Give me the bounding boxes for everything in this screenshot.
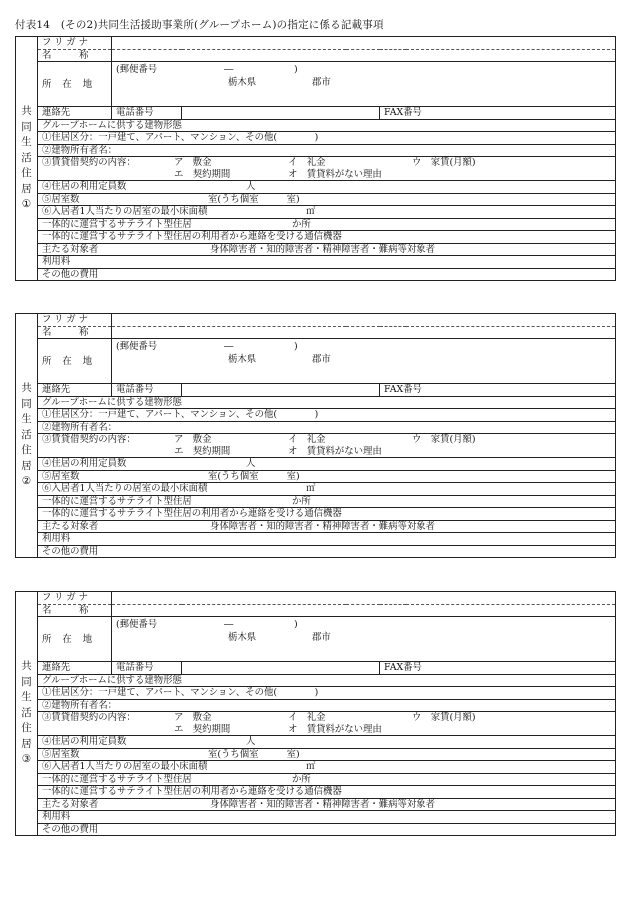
side-char: 共 [21, 382, 32, 395]
name-input[interactable] [112, 326, 616, 339]
lease-a: ア 敷金 [174, 157, 212, 169]
contact-label: 連絡先 [38, 384, 112, 397]
page-title: 付表14 (その2)共同生活援助事業所(グループホーム)の指定に係る記載事項 [15, 19, 384, 31]
side-char: 同 [21, 675, 32, 688]
other-fee-row[interactable]: その他の費用 [38, 268, 616, 281]
furigana-label: フリガナ [38, 37, 112, 50]
side-char: 生 [21, 691, 32, 704]
residence-type-row[interactable]: ①住居区分：一戸建て、アパート、マンション、その他( ) [38, 409, 616, 422]
lease-i: イ 礼金 [288, 157, 326, 169]
residence-section [15, 36, 616, 281]
section-side-label [16, 37, 38, 281]
rooms-detail: 室(うち個室 室) [208, 470, 300, 482]
contact-label: 連絡先 [38, 662, 112, 675]
postal-label: (郵便番号 [116, 619, 158, 630]
target-label: 主たる対象者 [42, 520, 99, 532]
rooms-label: ⑤居室数 [42, 748, 80, 760]
residence-section-2 [15, 313, 615, 558]
lease-row-1[interactable] [38, 157, 616, 169]
furigana-input[interactable] [112, 37, 616, 50]
lease-u: ウ 家賃(月額) [412, 157, 476, 169]
capacity-label: ④住居の利用定員数 [42, 181, 127, 193]
rooms-row[interactable] [38, 470, 616, 483]
side-char: 同 [21, 397, 32, 410]
fax-label: FAX番号 [380, 662, 406, 675]
side-char: 住 [21, 167, 32, 180]
name-label: 名 称 [38, 604, 112, 617]
satellite-label: 一体的に運営するサテライト型住居 [42, 495, 192, 507]
postal-dash: ― [224, 341, 234, 352]
target-value: 身体障害者・知的障害者・精神障害者・難病等対象者 [210, 798, 436, 810]
lease-label: ③賃貸借契約の内容： [42, 157, 136, 169]
name-label: 名 称 [38, 326, 112, 339]
side-char: ② [21, 475, 32, 488]
furigana-label: フリガナ [38, 314, 112, 327]
rooms-detail: 室(うち個室 室) [208, 193, 300, 205]
lease-a: ア 敷金 [174, 434, 212, 446]
lease-u: ウ 家賃(月額) [412, 434, 476, 446]
phone-input[interactable] [182, 662, 380, 675]
city-label: 郡市 [312, 77, 331, 88]
postal-close: ) [294, 64, 298, 75]
target-value: 身体障害者・知的障害者・精神障害者・難病等対象者 [210, 243, 436, 255]
satellite-unit: か所 [292, 495, 311, 507]
other-fee-row[interactable]: その他の費用 [38, 823, 616, 836]
lease-label: ③賃貸借契約の内容： [42, 434, 136, 446]
lease-label: ③賃貸借契約の内容： [42, 712, 136, 724]
rooms-row[interactable] [38, 748, 616, 761]
lease-o: オ 賃貸料がない理由 [288, 445, 382, 457]
side-chars [16, 659, 37, 768]
satellite-row[interactable] [38, 773, 616, 786]
floor-area-label: ⑥入居者1人当たりの居室の最小床面積 [42, 206, 208, 218]
postal-close: ) [294, 619, 298, 630]
name-input[interactable] [112, 604, 616, 617]
capacity-row[interactable] [38, 736, 616, 749]
comm-device-row[interactable]: 一体的に運営するサテライト型住居の利用者から連絡を受ける通信機器 [38, 786, 616, 799]
target-row[interactable] [38, 798, 616, 811]
satellite-label: 一体的に運営するサテライト型住居 [42, 773, 192, 785]
prefecture-label: 栃木県 [228, 354, 257, 365]
address-label: 所 在 地 [38, 617, 112, 662]
lease-o: オ 賃貸料がない理由 [288, 723, 382, 735]
lease-u: ウ 家賃(月額) [412, 712, 476, 724]
fee-row[interactable]: 利用料 [38, 811, 616, 824]
residence-section [15, 313, 616, 558]
satellite-unit: か所 [292, 773, 311, 785]
owner-row[interactable]: ②建物所有者名： [38, 699, 616, 712]
side-char: 居 [21, 182, 32, 195]
side-char: 活 [21, 706, 32, 719]
building-type-heading: グループホームに供する建物形態 [38, 674, 616, 687]
side-char: 共 [21, 105, 32, 118]
side-chars [16, 381, 37, 490]
prefecture-label: 栃木県 [228, 77, 257, 88]
fee-row[interactable]: 利用料 [38, 256, 616, 269]
postal-label: (郵便番号 [116, 341, 158, 352]
floor-area-row[interactable] [38, 483, 616, 496]
target-row[interactable] [38, 520, 616, 533]
fee-row[interactable]: 利用料 [38, 533, 616, 546]
building-type-heading: グループホームに供する建物形態 [38, 396, 616, 409]
capacity-label: ④住居の利用定員数 [42, 458, 127, 470]
fax-label: FAX番号 [380, 107, 406, 120]
floor-unit: ㎡ [306, 761, 316, 773]
target-label: 主たる対象者 [42, 798, 99, 810]
residence-type-row[interactable]: ①住居区分：一戸建て、アパート、マンション、その他( ) [38, 132, 616, 145]
phone-label: 電話番号 [112, 384, 182, 397]
address-label: 所 在 地 [38, 62, 112, 107]
section-side-label [16, 592, 38, 836]
side-char: 活 [21, 151, 32, 164]
floor-unit: ㎡ [306, 206, 316, 218]
furigana-input[interactable] [112, 592, 616, 605]
capacity-label: ④住居の利用定員数 [42, 736, 127, 748]
side-char: 住 [21, 722, 32, 735]
phone-input[interactable] [182, 107, 380, 120]
side-char: ① [21, 198, 32, 211]
postal-dash: ― [224, 619, 234, 630]
lease-e: エ 契約期間 [174, 723, 231, 735]
postal-dash: ― [224, 64, 234, 75]
lease-i: イ 礼金 [288, 712, 326, 724]
address-input[interactable] [112, 617, 616, 662]
satellite-row[interactable] [38, 218, 616, 231]
capacity-row[interactable] [38, 181, 616, 194]
capacity-row[interactable] [38, 458, 616, 471]
lease-e: エ 契約期間 [174, 168, 231, 180]
satellite-label: 一体的に運営するサテライト型住居 [42, 218, 192, 230]
satellite-unit: か所 [292, 218, 311, 230]
side-char: 居 [21, 459, 32, 472]
side-char: 共 [21, 660, 32, 673]
name-input[interactable] [112, 49, 616, 62]
side-chars [16, 104, 37, 213]
lease-row-2[interactable] [38, 724, 616, 736]
lease-a: ア 敷金 [174, 712, 212, 724]
side-char: 居 [21, 737, 32, 750]
phone-label: 電話番号 [112, 107, 182, 120]
comm-device-row[interactable]: 一体的に運営するサテライト型住居の利用者から連絡を受ける通信機器 [38, 508, 616, 521]
furigana-label: フリガナ [38, 592, 112, 605]
residence-section-1 [15, 36, 615, 281]
rooms-detail: 室(うち個室 室) [208, 748, 300, 760]
side-char: 同 [21, 120, 32, 133]
city-label: 郡市 [312, 632, 331, 643]
lease-row-2[interactable] [38, 446, 616, 458]
name-label: 名 称 [38, 49, 112, 62]
rooms-label: ⑤居室数 [42, 470, 80, 482]
lease-i: イ 礼金 [288, 434, 326, 446]
floor-area-row[interactable] [38, 206, 616, 219]
floor-area-row[interactable] [38, 761, 616, 774]
rooms-row[interactable] [38, 193, 616, 206]
target-row[interactable] [38, 243, 616, 256]
furigana-input[interactable] [112, 314, 616, 327]
side-char: 生 [21, 413, 32, 426]
lease-row-1[interactable] [38, 434, 616, 446]
lease-o: オ 賃貸料がない理由 [288, 168, 382, 180]
side-char: 生 [21, 136, 32, 149]
other-fee-row[interactable]: その他の費用 [38, 545, 616, 558]
satellite-row[interactable] [38, 495, 616, 508]
owner-row[interactable]: ②建物所有者名： [38, 144, 616, 157]
rooms-label: ⑤居室数 [42, 193, 80, 205]
building-type-heading: グループホームに供する建物形態 [38, 119, 616, 132]
postal-label: (郵便番号 [116, 64, 158, 75]
contact-label: 連絡先 [38, 107, 112, 120]
phone-label: 電話番号 [112, 662, 182, 675]
phone-input[interactable] [182, 384, 380, 397]
target-label: 主たる対象者 [42, 243, 99, 255]
comm-device-row[interactable]: 一体的に運営するサテライト型住居の利用者から連絡を受ける通信機器 [38, 231, 616, 244]
floor-unit: ㎡ [306, 483, 316, 495]
capacity-unit: 人 [246, 181, 256, 193]
section-side-label [16, 314, 38, 558]
residence-section [15, 591, 616, 836]
lease-row-2[interactable] [38, 169, 616, 181]
lease-row-1[interactable] [38, 712, 616, 724]
owner-row[interactable]: ②建物所有者名： [38, 421, 616, 434]
prefecture-label: 栃木県 [228, 632, 257, 643]
postal-close: ) [294, 341, 298, 352]
address-input[interactable] [112, 339, 616, 384]
side-char: 活 [21, 428, 32, 441]
address-input[interactable] [112, 62, 616, 107]
fax-label: FAX番号 [380, 384, 406, 397]
floor-area-label: ⑥入居者1人当たりの居室の最小床面積 [42, 761, 208, 773]
residence-type-row[interactable]: ①住居区分：一戸建て、アパート、マンション、その他( ) [38, 687, 616, 700]
residence-section-3 [15, 591, 615, 836]
side-char: 住 [21, 444, 32, 457]
capacity-unit: 人 [246, 458, 256, 470]
address-label: 所 在 地 [38, 339, 112, 384]
city-label: 郡市 [312, 354, 331, 365]
target-value: 身体障害者・知的障害者・精神障害者・難病等対象者 [210, 520, 436, 532]
capacity-unit: 人 [246, 736, 256, 748]
side-char: ③ [21, 753, 32, 766]
lease-e: エ 契約期間 [174, 445, 231, 457]
floor-area-label: ⑥入居者1人当たりの居室の最小床面積 [42, 483, 208, 495]
